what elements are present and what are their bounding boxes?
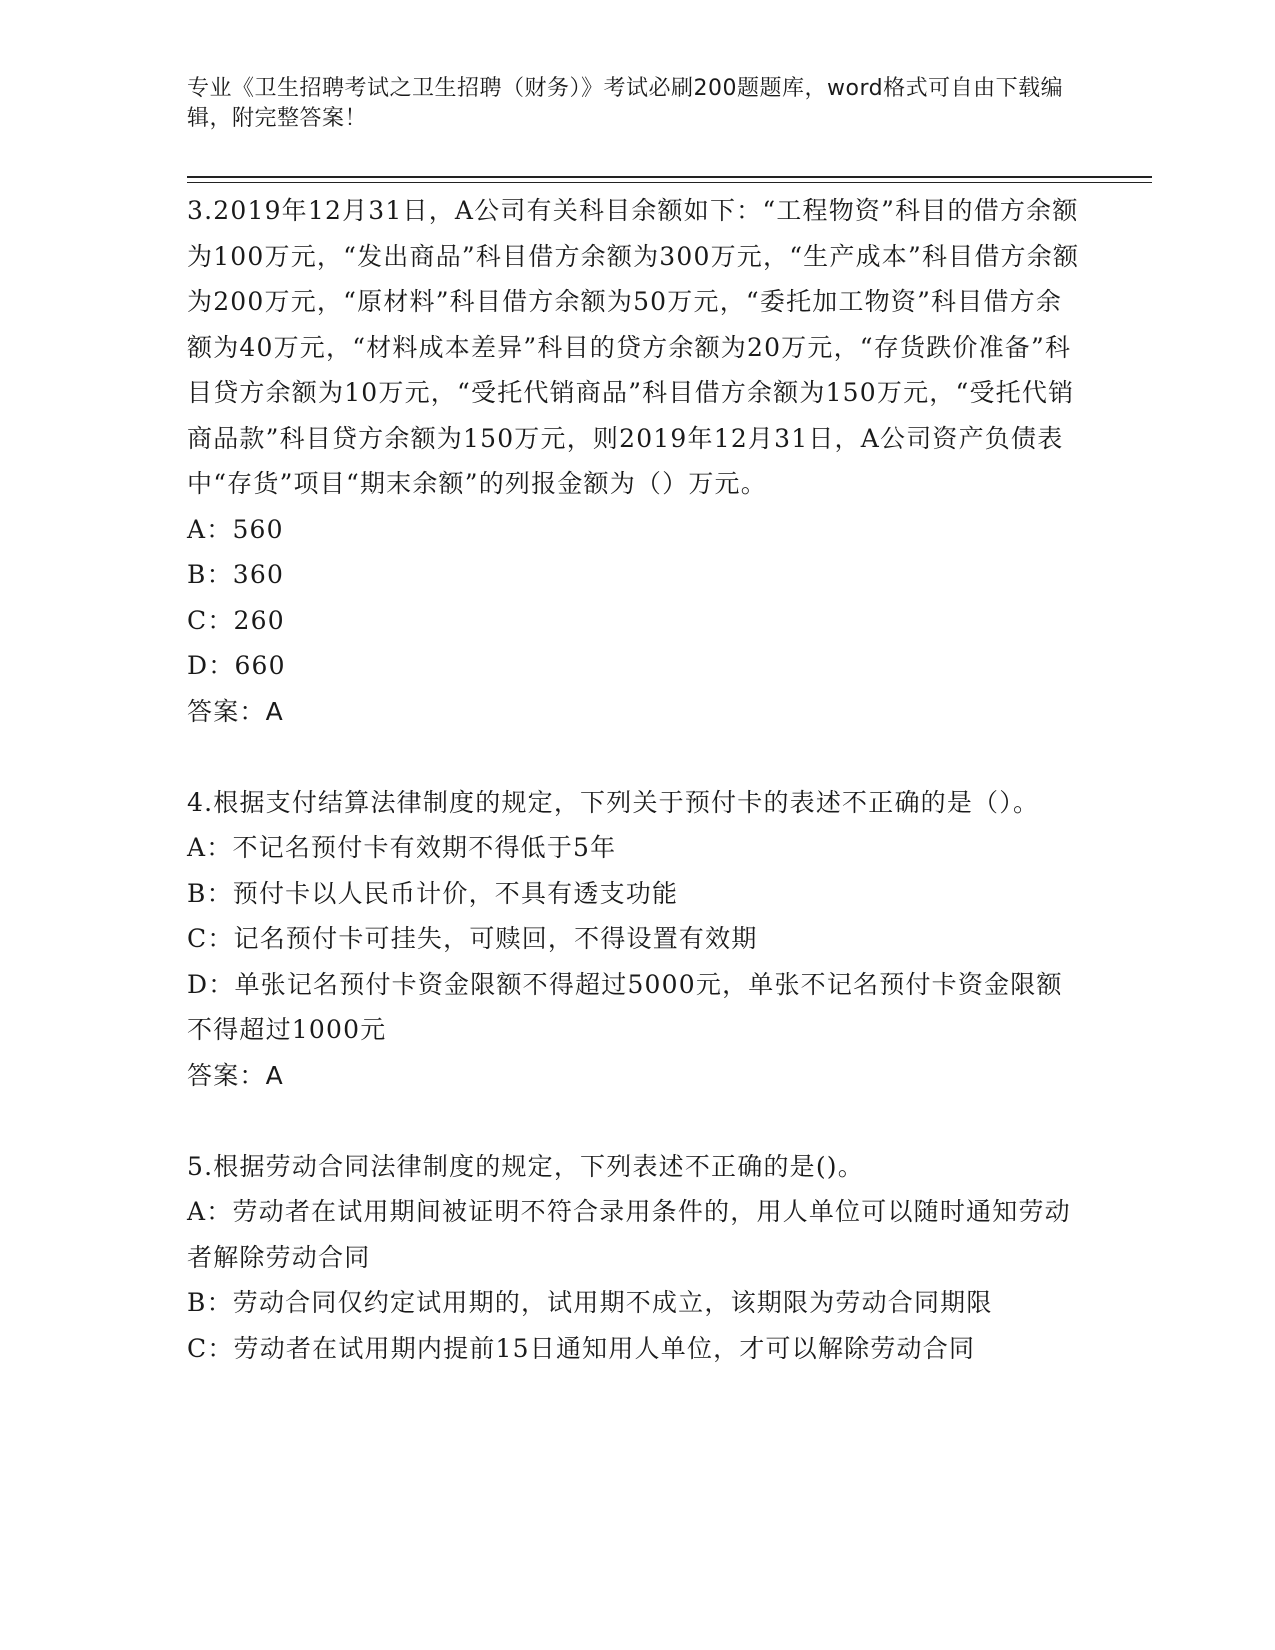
option-b: B：预付卡以人民币计价，不具有透支功能 [187, 878, 679, 908]
option-a: A：劳动者在试用期间被证明不符合录用条件的，用人单位可以随时通知劳动者解除劳动合同 [187, 1197, 1071, 1272]
option-c: C：劳动者在试用期内提前15日通知用人单位，才可以解除劳动合同 [187, 1333, 976, 1363]
question-stem: 4.根据支付结算法律制度的规定，下列关于预付卡的表述不正确的是（）。 [187, 787, 1040, 817]
option-a: A：不记名预付卡有效期不得低于5年 [187, 833, 617, 862]
answer: 答案：A [187, 1060, 284, 1090]
question-stem: 5.根据劳动合同法律制度的规定，下列表述不正确的是()。 [187, 1151, 864, 1181]
question-stem: 3.2019年12月31日，A公司有关科目余额如下：“工程物资”科目的借方余额为100万元，“发出商品”科目借方余额为300万元，“生产成本”科目借方余额为200万元，“原材料”科目借方余额为50万元，“委托加工物资”科目借方余额为40万元，“材料成本差异”科目的贷方余额为20万元，“存货跌价准备”科目贷方余额为10万元，“受托代销商品”科目借方余额为150万元，“受托代销商品款”科目贷方余额为150万元，则2019年12月31日，A公司资产负债表中“存货”项目“期末余额”的列报金额为（）万元。 [187, 196, 1080, 498]
option-c: C：260 [187, 605, 285, 635]
answer: 答案：A [187, 696, 284, 726]
question-gap [187, 1098, 1082, 1144]
document-header [187, 74, 1067, 134]
header-text: 专业《卫生招聘考试之卫生招聘（财务）》考试必刷200题题库，word格式可自由下载编辑，附完整答案！ [187, 76, 1064, 131]
option-b: B：360 [187, 560, 285, 589]
question-list [187, 188, 1082, 1371]
question-4 [187, 780, 1082, 1099]
question-gap [187, 734, 1082, 780]
question-5 [187, 1144, 1082, 1372]
option-a: A：560 [187, 514, 284, 544]
option-d: D：660 [187, 651, 286, 680]
option-d: D：单张记名预付卡资金限额不得超过5000元，单张不记名预付卡资金限额不得超过1000元 [187, 969, 1063, 1044]
option-b: B：劳动合同仅约定试用期的，试用期不成立，该期限为劳动合同期限 [187, 1288, 993, 1317]
header-divider-thin [187, 182, 1152, 183]
question-3 [187, 188, 1082, 734]
header-divider-thick [187, 176, 1152, 178]
option-c: C：记名预付卡可挂失，可赎回，不得设置有效期 [187, 924, 758, 953]
